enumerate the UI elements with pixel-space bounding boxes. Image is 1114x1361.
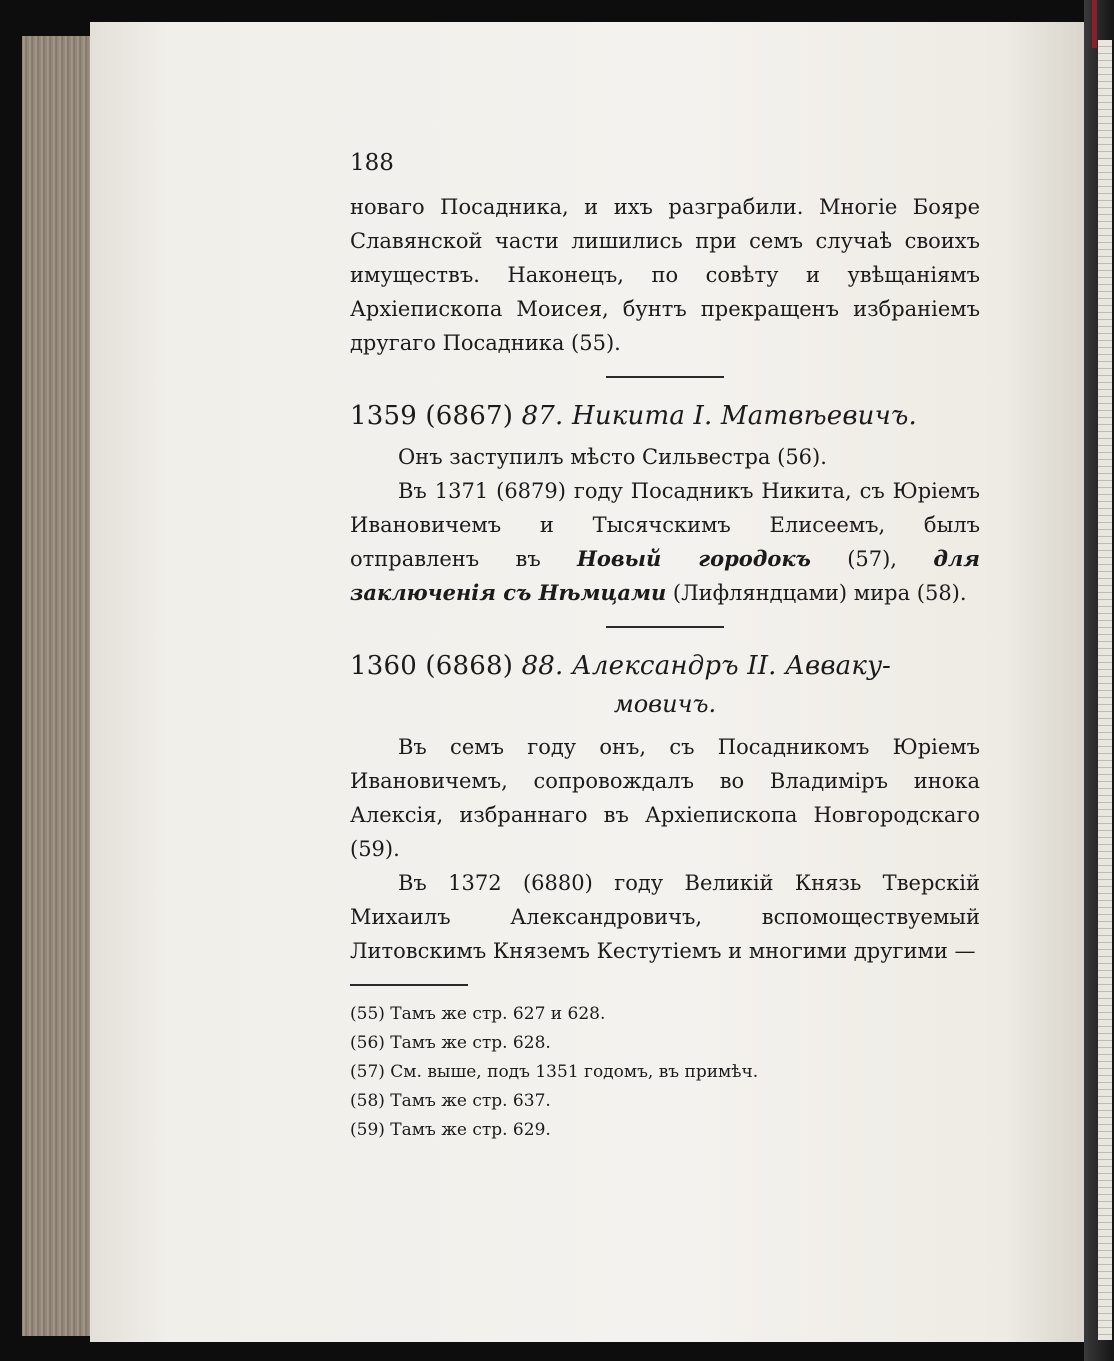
footnote: (58) Тамъ же стр. 637.	[350, 1091, 551, 1111]
paragraph-5: Въ 1372 (6880) году Великій Князь Тверскій Михаилъ Александровичъ, вспомоществуемый Литовскимъ Княземъ Кестутіемъ и многими другими —	[350, 871, 980, 963]
page-number: 188	[350, 150, 394, 176]
paragraph-3-emphasis-a: Новый городокъ	[577, 546, 811, 571]
paragraph-3-emphasis-b: для заключенія съ Нѣмцами	[350, 546, 980, 605]
bookmark-ribbon	[1092, 0, 1097, 48]
heading-name: 88. Александръ II. Аввакy-	[521, 651, 891, 681]
paragraph-2: Онъ заступилъ мѣсто Сильвестра (56).	[398, 445, 827, 469]
section-heading-87	[350, 398, 980, 434]
paragraph-3-text-a: Въ 1371 (6879) году Посадникъ Никита, съ Юріемъ Ивановичемъ и Тысячскимъ Елисеемъ, былъ отправленъ въ	[350, 479, 980, 571]
section-heading-88	[350, 648, 980, 684]
paragraph-1: новаго Посадника, и ихъ разграбили. Многіе Бояре Славянской части лишились при семъ случаѣ своихъ имуществъ. Наконецъ, по совѣту и увѣщаніямъ Архіепископа Моисея, бунтъ прекращенъ избраніемъ другаго Посадника (55).	[350, 195, 980, 355]
paragraph-4: Въ семъ году онъ, съ Посадникомъ Юріемъ Ивановичемъ, сопровождалъ во Владиміръ инока Алексія, избраннаго въ Архіепископа Новгородскаго (59).	[350, 735, 980, 861]
footnote-divider	[350, 984, 468, 986]
footnote: (59) Тамъ же стр. 629.	[350, 1120, 551, 1140]
heading-years: 1360 (6868)	[350, 651, 514, 681]
footnote: (56) Тамъ же стр. 628.	[350, 1033, 551, 1053]
section-divider	[606, 626, 724, 628]
heading-years: 1359 (6867)	[350, 401, 514, 431]
heading-name-continuation: мовичъ.	[613, 690, 717, 718]
footnote: (57) См. выше, подъ 1351 годомъ, въ примѣч.	[350, 1062, 759, 1082]
book-page-edges	[22, 36, 92, 1336]
page-content	[350, 150, 980, 1145]
paragraph-3-text-b: (57),	[810, 547, 934, 571]
footnote: (55) Тамъ же стр. 627 и 628.	[350, 1004, 606, 1024]
color-ruler	[1098, 40, 1112, 1340]
section-divider	[606, 376, 724, 378]
paragraph-3	[350, 474, 980, 610]
heading-name: 87. Никита I. Матвѣевичъ.	[521, 401, 917, 431]
paragraph-3-text-c: (Лифляндцами) мира (58).	[666, 581, 967, 605]
